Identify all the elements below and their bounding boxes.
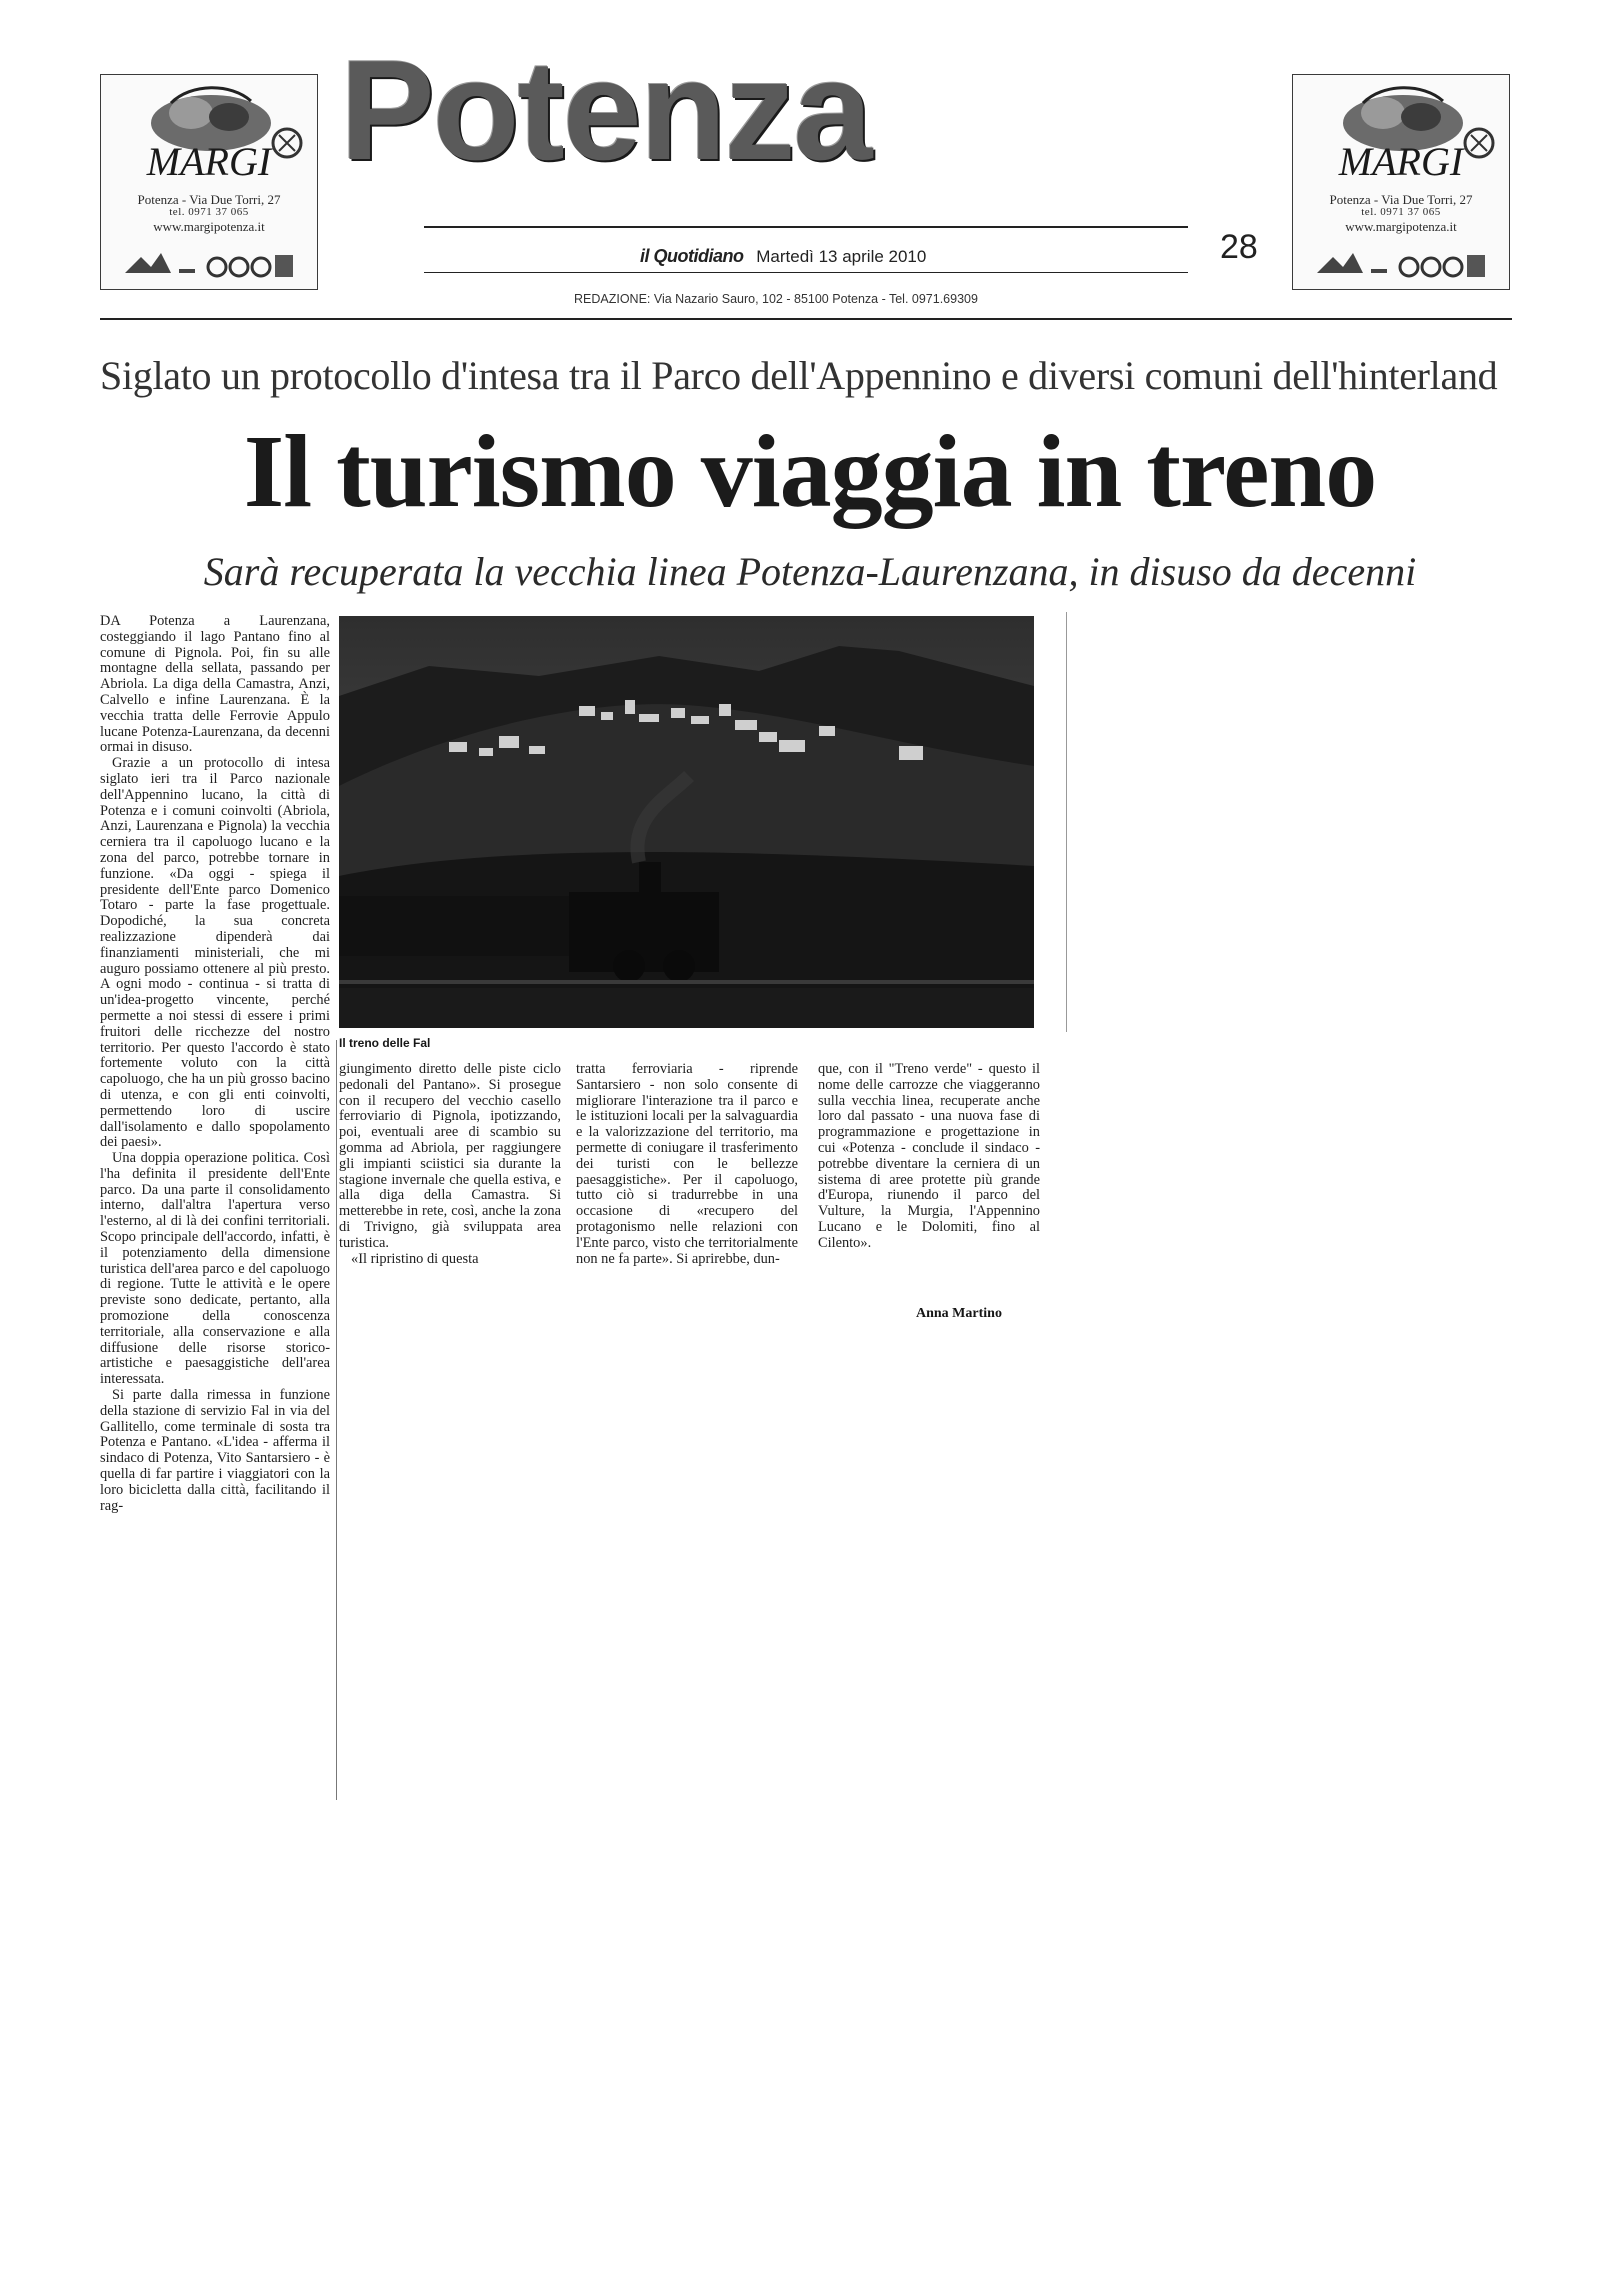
article-author: Anna Martino [916, 1306, 1002, 1321]
svg-text:MARGI: MARGI [146, 139, 272, 184]
article-column-4 [818, 1062, 1040, 1252]
photo-caption: Il treno delle Fal [339, 1036, 431, 1050]
advertisement-left[interactable] [100, 74, 318, 290]
article-photo [339, 616, 1034, 1028]
ad-products-icon [121, 243, 297, 283]
page-edge-line [1066, 612, 1067, 1032]
article-subhead: Sarà recuperata la vecchia linea Potenza-Laurenzana, in disuso da decenni [203, 549, 1417, 594]
margi-logo-icon [111, 83, 307, 185]
paragraph: DA Potenza a Laurenzana, costeggiando il lago Pantano fino al comune di Pignola. Poi, fin su alle montagne della sellata, passando per Abriola. La diga della Camastra, Anzi, Calvello e infine Laurenzana. È la vecchia tratta delle Ferrovie Appulo lucane Potenza-Laurenzana, da decenni ormai in disuso. [100, 613, 330, 756]
paragraph: Una doppia operazione politica. Così l'ha definita il presidente dell'Ente parco. Da una parte il consolidamento interno, dall'altra l'apertura verso l'esterno, al di là dei confini territoriali. Scopo principale dell'accordo, infatti, è il potenziamento della dimensione turistica dell'area parco e del capoluogo di regione. Tutte le attività e le opere previste sono dedicate, pertanto, alla promozione della conoscenza territoriale, alla conservazione e alla diffusione delle risorse storico-artistiche e paesaggistiche dell'area interessata. [100, 1150, 330, 1388]
article-headline: Il turismo viaggia in treno [243, 414, 1377, 529]
ad-phone: tel. 0971 37 065 [1361, 206, 1441, 218]
train-photo-icon [339, 616, 1034, 1028]
paragraph: tratta ferroviaria - riprende Santarsiero - non solo consente di migliorare l'interazione tra il parco e le istituzioni locali per la salvaguardia e la valorizzazione del territorio, ma permette di coniugare il trasferimento dei turisti con le bellezze paesaggistiche». Per il capoluogo, tutto ciò si tradurrebbe in una occasione di «recupero del protagonismo nelle relazioni con l'Ente parco, visto che territorialmente non ne fa parte». Si aprirebbe, dun- [576, 1061, 798, 1267]
article-column-1 [100, 614, 330, 1514]
ad-address: Potenza - Via Due Torri, 27 [1329, 192, 1473, 207]
article-column-3 [576, 1062, 798, 1267]
svg-text:MARGI: MARGI [1338, 139, 1464, 184]
ad-website: www.margipotenza.it [1345, 219, 1457, 234]
ad-phone: tel. 0971 37 065 [169, 206, 249, 218]
article-kicker: Siglato un protocollo d'intesa tra il Parco dell'Appennino e diversi comuni dell'hinterland [100, 353, 1498, 398]
column-divider [336, 1040, 337, 1800]
redazione-info: REDAZIONE: Via Nazario Sauro, 102 - 85100 Potenza - Tel. 0971.69309 [574, 292, 978, 306]
advertisement-right[interactable] [1292, 74, 1510, 290]
paragraph: giungimento diretto delle piste ciclo pedonali del Pantano». Si prosegue con il recupero del vecchio casello ferroviario di Pignola, ipotizzando, poi, eventuali aree di scambio su gomma ad Abriola, per raggiungere gli impianti sciistici sia durante la stagione invernale che quella estiva, e alla diga della Camastra. Si metterebbe in rete, così, anche la zona di Trivigno, già sviluppata area turistica. [339, 1061, 561, 1251]
ad-address: Potenza - Via Due Torri, 27 [137, 192, 281, 207]
ad-products-icon [1313, 243, 1489, 283]
masthead-rule-bottom [424, 272, 1188, 273]
newspaper-brand: il Quotidiano [640, 246, 744, 266]
paragraph: que, con il "Treno verde" - questo il nome delle carrozze che viaggeranno sulla vecchia linea, recuperate anche loro dal passato - una nuova fase di programmazione e progettazione in cui «Potenza - conclude il sindaco - potrebbe diventare la cerniera di un sistema di aree protette più grande d'Europa, riunendo il parco del Vulture, la Murgia, l'Appennino Lucano e le Dolomiti, fino al Cilento». [818, 1061, 1040, 1251]
article-column-2 [339, 1062, 561, 1267]
page-number: 28 [1220, 228, 1258, 266]
masthead-rule-top [424, 226, 1188, 228]
paragraph: Grazie a un protocollo di intesa siglato ieri tra il Parco nazionale dell'Appennino lucano, la città di Potenza e i comuni coinvolti (Abriola, Anzi, Laurenzana e Pignola) la vecchia cerniera tra il capoluogo lucano e la zona del parco, potrebbe tornare in funzione. «Da oggi - spiega il presidente dell'Ente parco Domenico Totaro - parte la fase progettuale. Dopodiché, la sua concreta realizzazione dipenderà dai finanziamenti ministeriali, che mi auguro possiamo ottenere al più presto. A ogni modo - continua - si tratta di un'idea-progetto vincente, perché permette a noi stessi di essere i primi fruitori delle ricchezze del nostro territorio. Per questo l'accordo è stato fortemente voluto con la città capoluogo, che ha un più grosso bacino di utenza, e con gli enti coinvolti, permettendo loro di uscire dall'isolamento e dallo spopolamento dei paesi». [100, 755, 330, 1151]
masthead-title: Potenza [340, 31, 871, 190]
page-rule [100, 318, 1512, 320]
issue-line [640, 246, 926, 267]
paragraph: Si parte dalla rimessa in funzione della stazione di servizio Fal in via del Gallitello, come terminale di sosta tra Potenza e Pantano. «L'idea - afferma il sindaco di Potenza, Vito Santarsiero - è quella di far partire i viaggiatori con la loro bicicletta dalla città, facilitando il rag- [100, 1387, 330, 1514]
paragraph: «Il ripristino di questa [351, 1250, 479, 1267]
ad-website: www.margipotenza.it [153, 219, 265, 234]
issue-date: Martedì 13 aprile 2010 [756, 247, 927, 266]
margi-logo-icon [1303, 83, 1499, 185]
